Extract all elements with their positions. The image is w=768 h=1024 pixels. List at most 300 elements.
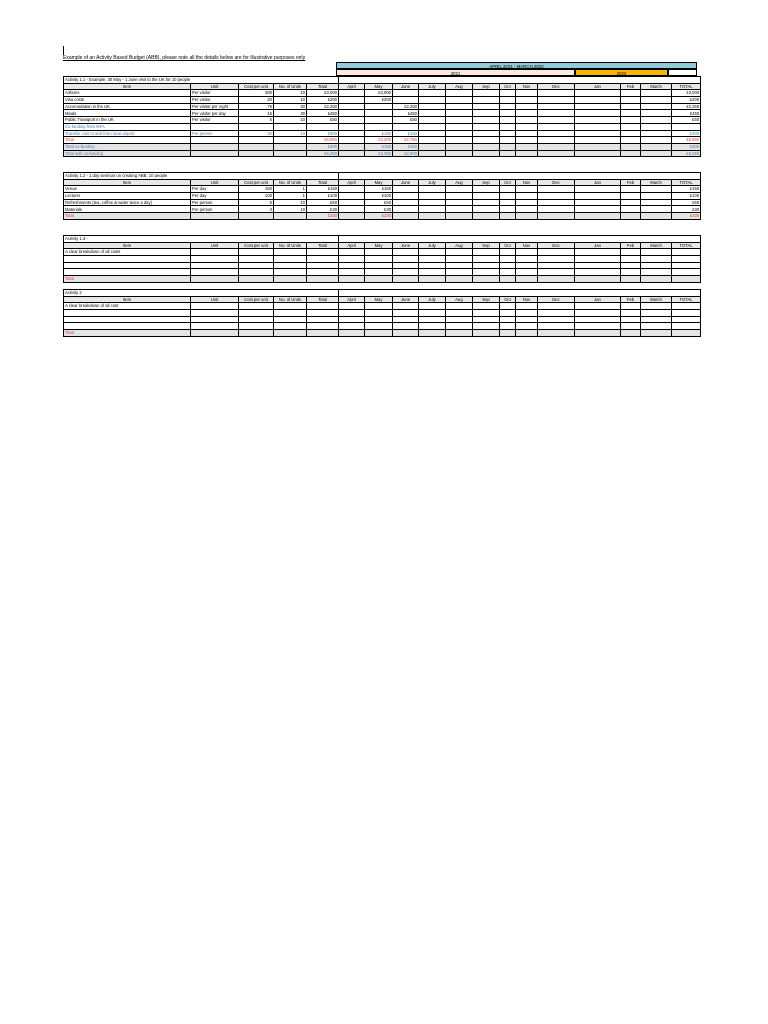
row-cell: [473, 137, 500, 144]
row-cell: [393, 276, 419, 283]
row-cell: [575, 117, 621, 124]
row-cell: [621, 206, 641, 213]
row-cell: [339, 316, 365, 323]
row-item: Total: [64, 213, 191, 220]
row-cell: £50: [307, 117, 339, 124]
row-cell: [621, 316, 641, 323]
column-header: Total: [307, 83, 339, 90]
row-cell: £150: [393, 130, 419, 137]
row-cell: [621, 103, 641, 110]
column-header: Cost per unit: [239, 296, 274, 303]
column-header: May: [365, 83, 393, 90]
row-cell: [365, 310, 393, 317]
row-item: Total: [64, 137, 191, 144]
row-cell: [621, 123, 641, 130]
column-header: Item: [64, 179, 191, 186]
column-header: Total: [307, 179, 339, 186]
table-row: [64, 137, 701, 144]
row-cell: [575, 103, 621, 110]
row-cell: [419, 150, 446, 157]
row-cell: [446, 117, 473, 124]
row-cell: [274, 303, 307, 310]
row-cell: [500, 193, 516, 200]
row-cell: [641, 316, 672, 323]
column-header: Feb: [621, 83, 641, 90]
column-header: Cost per unit: [239, 179, 274, 186]
row-cell: [575, 143, 621, 150]
row-cell: [500, 269, 516, 276]
column-header: Sep: [473, 179, 500, 186]
row-cell: [446, 276, 473, 283]
column-header: TOTAL: [672, 296, 701, 303]
row-cell: [393, 249, 419, 256]
row-cell: [641, 269, 672, 276]
row-cell: [446, 97, 473, 104]
row-cell: [575, 269, 621, 276]
table-row: [64, 323, 701, 330]
row-cell: [191, 150, 239, 157]
row-cell: [191, 143, 239, 150]
row-cell: [621, 97, 641, 104]
row-cell: [365, 276, 393, 283]
row-cell: [419, 186, 446, 193]
row-cell: [446, 316, 473, 323]
row-cell: [339, 303, 365, 310]
row-cell: £150: [365, 186, 393, 193]
column-header: July: [419, 83, 446, 90]
row-item: Total: [64, 330, 191, 337]
table-row: [64, 90, 701, 97]
row-cell: [393, 213, 419, 220]
row-cell: [191, 213, 239, 220]
row-cell: [419, 90, 446, 97]
row-cell: [473, 186, 500, 193]
row-item: Transfer cost to and from local airport: [64, 130, 191, 137]
row-cell: £5,950: [672, 137, 701, 144]
activity-table: [63, 172, 701, 220]
row-item: Venue: [64, 186, 191, 193]
row-cell: £50: [307, 199, 339, 206]
table-row: [64, 249, 701, 256]
row-cell: [641, 123, 672, 130]
row-cell: [339, 130, 365, 137]
row-cell: [393, 206, 419, 213]
row-cell: [365, 262, 393, 269]
column-header: Unit: [191, 296, 239, 303]
row-cell: £3,200: [365, 137, 393, 144]
row-cell: [516, 310, 538, 317]
row-cell: [191, 310, 239, 317]
row-cell: [538, 249, 575, 256]
row-cell: [538, 193, 575, 200]
table-row: [64, 186, 701, 193]
row-cell: [473, 143, 500, 150]
row-cell: [621, 186, 641, 193]
row-cell: [538, 323, 575, 330]
row-cell: Per visitor per night: [191, 103, 239, 110]
row-cell: £3,000: [672, 90, 701, 97]
row-cell: [419, 276, 446, 283]
row-cell: [641, 117, 672, 124]
row-cell: [307, 276, 339, 283]
row-cell: [339, 123, 365, 130]
activity-title: Activity 1.1 - Example, 30 May - 1 June visit to the UK for 10 people: [64, 77, 339, 84]
row-cell: [516, 249, 538, 256]
row-cell: [393, 123, 419, 130]
row-cell: [339, 256, 365, 263]
row-cell: [239, 316, 274, 323]
row-cell: 30: [274, 110, 307, 117]
column-header: Unit: [191, 83, 239, 90]
period-band: APRIL 2021 - MARCH 2022: [336, 62, 697, 69]
column-header: Oct: [500, 179, 516, 186]
row-item: Visa costs: [64, 97, 191, 104]
row-cell: [339, 137, 365, 144]
row-cell: [641, 330, 672, 337]
row-cell: [307, 249, 339, 256]
row-cell: [339, 330, 365, 337]
row-cell: [575, 199, 621, 206]
row-cell: [621, 310, 641, 317]
row-cell: 20: [239, 97, 274, 104]
row-cell: [419, 123, 446, 130]
table-row: [64, 310, 701, 317]
row-cell: [419, 249, 446, 256]
column-header: Aug: [446, 242, 473, 249]
column-header: Oct: [500, 83, 516, 90]
row-cell: [575, 316, 621, 323]
row-cell: [641, 213, 672, 220]
row-cell: [446, 150, 473, 157]
column-header: Item: [64, 242, 191, 249]
row-cell: £300: [672, 130, 701, 137]
row-cell: £450: [393, 110, 419, 117]
row-cell: [339, 310, 365, 317]
column-header: April: [339, 242, 365, 249]
row-cell: £150: [365, 143, 393, 150]
row-cell: [239, 213, 274, 220]
column-header: Oct: [500, 242, 516, 249]
row-cell: [393, 323, 419, 330]
row-cell: [621, 199, 641, 206]
row-cell: [239, 276, 274, 283]
row-cell: 10: [274, 90, 307, 97]
row-cell: [419, 323, 446, 330]
row-cell: [575, 262, 621, 269]
column-header: May: [365, 242, 393, 249]
row-cell: [274, 150, 307, 157]
row-cell: [500, 110, 516, 117]
row-cell: [575, 206, 621, 213]
row-cell: 300: [239, 90, 274, 97]
row-item: [64, 269, 191, 276]
row-cell: [538, 330, 575, 337]
column-header: Cost per unit: [239, 83, 274, 90]
row-item: Airfares: [64, 90, 191, 97]
row-cell: [473, 103, 500, 110]
row-cell: [393, 303, 419, 310]
row-cell: [538, 143, 575, 150]
row-cell: [641, 130, 672, 137]
row-cell: 100: [239, 193, 274, 200]
row-cell: [446, 303, 473, 310]
table-row: [64, 97, 701, 104]
row-cell: [516, 276, 538, 283]
column-header: No. of Units: [274, 179, 307, 186]
row-cell: [191, 123, 239, 130]
column-header: No. of Units: [274, 242, 307, 249]
row-cell: [446, 137, 473, 144]
row-cell: [672, 303, 701, 310]
row-cell: [621, 262, 641, 269]
row-cell: £2,900: [393, 150, 419, 157]
activity-table: [63, 76, 701, 157]
activity-title: Activity 2: [64, 290, 339, 297]
column-header: TOTAL: [672, 179, 701, 186]
row-cell: [339, 150, 365, 157]
row-cell: [575, 110, 621, 117]
row-cell: [516, 90, 538, 97]
row-cell: [307, 316, 339, 323]
table-row: [64, 269, 701, 276]
row-cell: [274, 269, 307, 276]
row-cell: [672, 323, 701, 330]
row-cell: [393, 330, 419, 337]
row-cell: [672, 249, 701, 256]
row-cell: [672, 269, 701, 276]
row-cell: [419, 143, 446, 150]
column-header: April: [339, 179, 365, 186]
row-cell: [516, 186, 538, 193]
row-cell: £2,250: [393, 103, 419, 110]
row-cell: £5,950: [307, 137, 339, 144]
row-cell: 5: [239, 199, 274, 206]
row-cell: [419, 206, 446, 213]
row-cell: [473, 150, 500, 157]
row-cell: £2,750: [393, 137, 419, 144]
row-cell: £50: [365, 199, 393, 206]
row-cell: 3: [239, 206, 274, 213]
row-cell: [446, 130, 473, 137]
row-cell: [274, 213, 307, 220]
row-cell: [538, 150, 575, 157]
row-cell: [641, 110, 672, 117]
row-cell: [641, 150, 672, 157]
row-cell: £200: [307, 97, 339, 104]
row-cell: £50: [393, 117, 419, 124]
row-cell: [538, 186, 575, 193]
row-cell: [191, 330, 239, 337]
row-cell: [538, 130, 575, 137]
row-cell: [274, 123, 307, 130]
row-cell: [419, 256, 446, 263]
row-cell: [516, 323, 538, 330]
row-cell: 1: [274, 186, 307, 193]
row-item: [64, 316, 191, 323]
row-cell: [516, 330, 538, 337]
year-2021-band: 2021: [336, 69, 575, 76]
column-header: April: [339, 83, 365, 90]
column-header: July: [419, 242, 446, 249]
row-cell: [274, 143, 307, 150]
row-cell: £150: [365, 130, 393, 137]
row-cell: [641, 262, 672, 269]
row-cell: [191, 269, 239, 276]
row-cell: [339, 276, 365, 283]
column-header: June: [393, 242, 419, 249]
row-cell: [500, 137, 516, 144]
row-cell: [419, 130, 446, 137]
row-cell: £300: [307, 143, 339, 150]
row-cell: [621, 130, 641, 137]
row-cell: [575, 186, 621, 193]
row-cell: [393, 269, 419, 276]
column-header: Oct: [500, 296, 516, 303]
row-cell: [339, 117, 365, 124]
row-cell: £3,000: [365, 90, 393, 97]
column-header: Sep: [473, 242, 500, 249]
row-cell: [538, 97, 575, 104]
row-cell: [641, 193, 672, 200]
row-cell: [239, 303, 274, 310]
row-cell: [446, 330, 473, 337]
row-cell: [538, 206, 575, 213]
table-row: [64, 110, 701, 117]
column-header: June: [393, 83, 419, 90]
column-header: Feb: [621, 242, 641, 249]
row-cell: [473, 262, 500, 269]
row-cell: [339, 262, 365, 269]
row-cell: [307, 310, 339, 317]
row-cell: 30: [274, 103, 307, 110]
row-cell: [575, 137, 621, 144]
row-cell: £50: [672, 199, 701, 206]
row-cell: £300: [307, 130, 339, 137]
row-cell: Per visitor: [191, 90, 239, 97]
row-cell: Per visitor: [191, 117, 239, 124]
column-header: Total: [307, 242, 339, 249]
row-cell: [641, 206, 672, 213]
column-header: May: [365, 296, 393, 303]
row-cell: [339, 103, 365, 110]
row-cell: [516, 130, 538, 137]
table-row: [64, 199, 701, 206]
row-cell: [621, 150, 641, 157]
row-cell: £200: [365, 97, 393, 104]
row-cell: [538, 316, 575, 323]
row-cell: [500, 143, 516, 150]
row-cell: [516, 97, 538, 104]
row-cell: [516, 262, 538, 269]
row-cell: [538, 213, 575, 220]
row-cell: [239, 143, 274, 150]
row-cell: [575, 130, 621, 137]
row-cell: [419, 330, 446, 337]
row-cell: [672, 316, 701, 323]
row-cell: [641, 186, 672, 193]
row-cell: [500, 316, 516, 323]
row-cell: 150: [239, 186, 274, 193]
row-cell: [575, 213, 621, 220]
row-cell: [473, 256, 500, 263]
activity-title: Activity 1.2 - 1 day seminar on creating ABB, 10 people: [64, 173, 339, 180]
column-header: Dec: [538, 179, 575, 186]
row-cell: [500, 117, 516, 124]
row-cell: [419, 316, 446, 323]
row-cell: [446, 256, 473, 263]
row-cell: [538, 123, 575, 130]
column-header: Feb: [621, 296, 641, 303]
row-cell: [621, 269, 641, 276]
row-cell: [538, 269, 575, 276]
row-cell: 5: [239, 117, 274, 124]
row-cell: [339, 110, 365, 117]
row-cell: [516, 256, 538, 263]
row-cell: [419, 213, 446, 220]
row-cell: 10: [274, 130, 307, 137]
row-cell: [446, 262, 473, 269]
row-item: Meals: [64, 110, 191, 117]
row-cell: [365, 117, 393, 124]
row-cell: [516, 123, 538, 130]
row-cell: [538, 137, 575, 144]
column-header: May: [365, 179, 393, 186]
row-cell: [621, 117, 641, 124]
row-cell: [239, 310, 274, 317]
row-cell: [500, 213, 516, 220]
row-cell: [239, 249, 274, 256]
row-cell: [641, 323, 672, 330]
row-cell: 10: [274, 97, 307, 104]
activity-title: Activity 1.3 -: [64, 236, 339, 243]
row-cell: [446, 199, 473, 206]
row-cell: [419, 262, 446, 269]
row-cell: [621, 303, 641, 310]
column-header: Jan: [575, 296, 621, 303]
table-row: [64, 330, 701, 337]
row-cell: [239, 150, 274, 157]
row-cell: [446, 90, 473, 97]
column-header: Unit: [191, 179, 239, 186]
column-header: Item: [64, 83, 191, 90]
row-cell: [516, 150, 538, 157]
column-header: Sep: [473, 83, 500, 90]
row-cell: [641, 303, 672, 310]
row-cell: [339, 186, 365, 193]
row-cell: £150: [307, 186, 339, 193]
row-cell: £30: [672, 206, 701, 213]
row-cell: [538, 103, 575, 110]
row-item: [64, 262, 191, 269]
row-cell: [538, 199, 575, 206]
column-header: Aug: [446, 296, 473, 303]
row-cell: [672, 262, 701, 269]
row-cell: [239, 256, 274, 263]
row-item: Materials: [64, 206, 191, 213]
row-cell: [365, 249, 393, 256]
row-cell: [365, 256, 393, 263]
row-cell: [500, 262, 516, 269]
row-cell: [274, 316, 307, 323]
column-header: Nov: [516, 83, 538, 90]
row-cell: [538, 276, 575, 283]
row-cell: [500, 123, 516, 130]
row-cell: [621, 256, 641, 263]
row-cell: [473, 110, 500, 117]
row-cell: [575, 276, 621, 283]
row-cell: [621, 143, 641, 150]
row-cell: [339, 213, 365, 220]
